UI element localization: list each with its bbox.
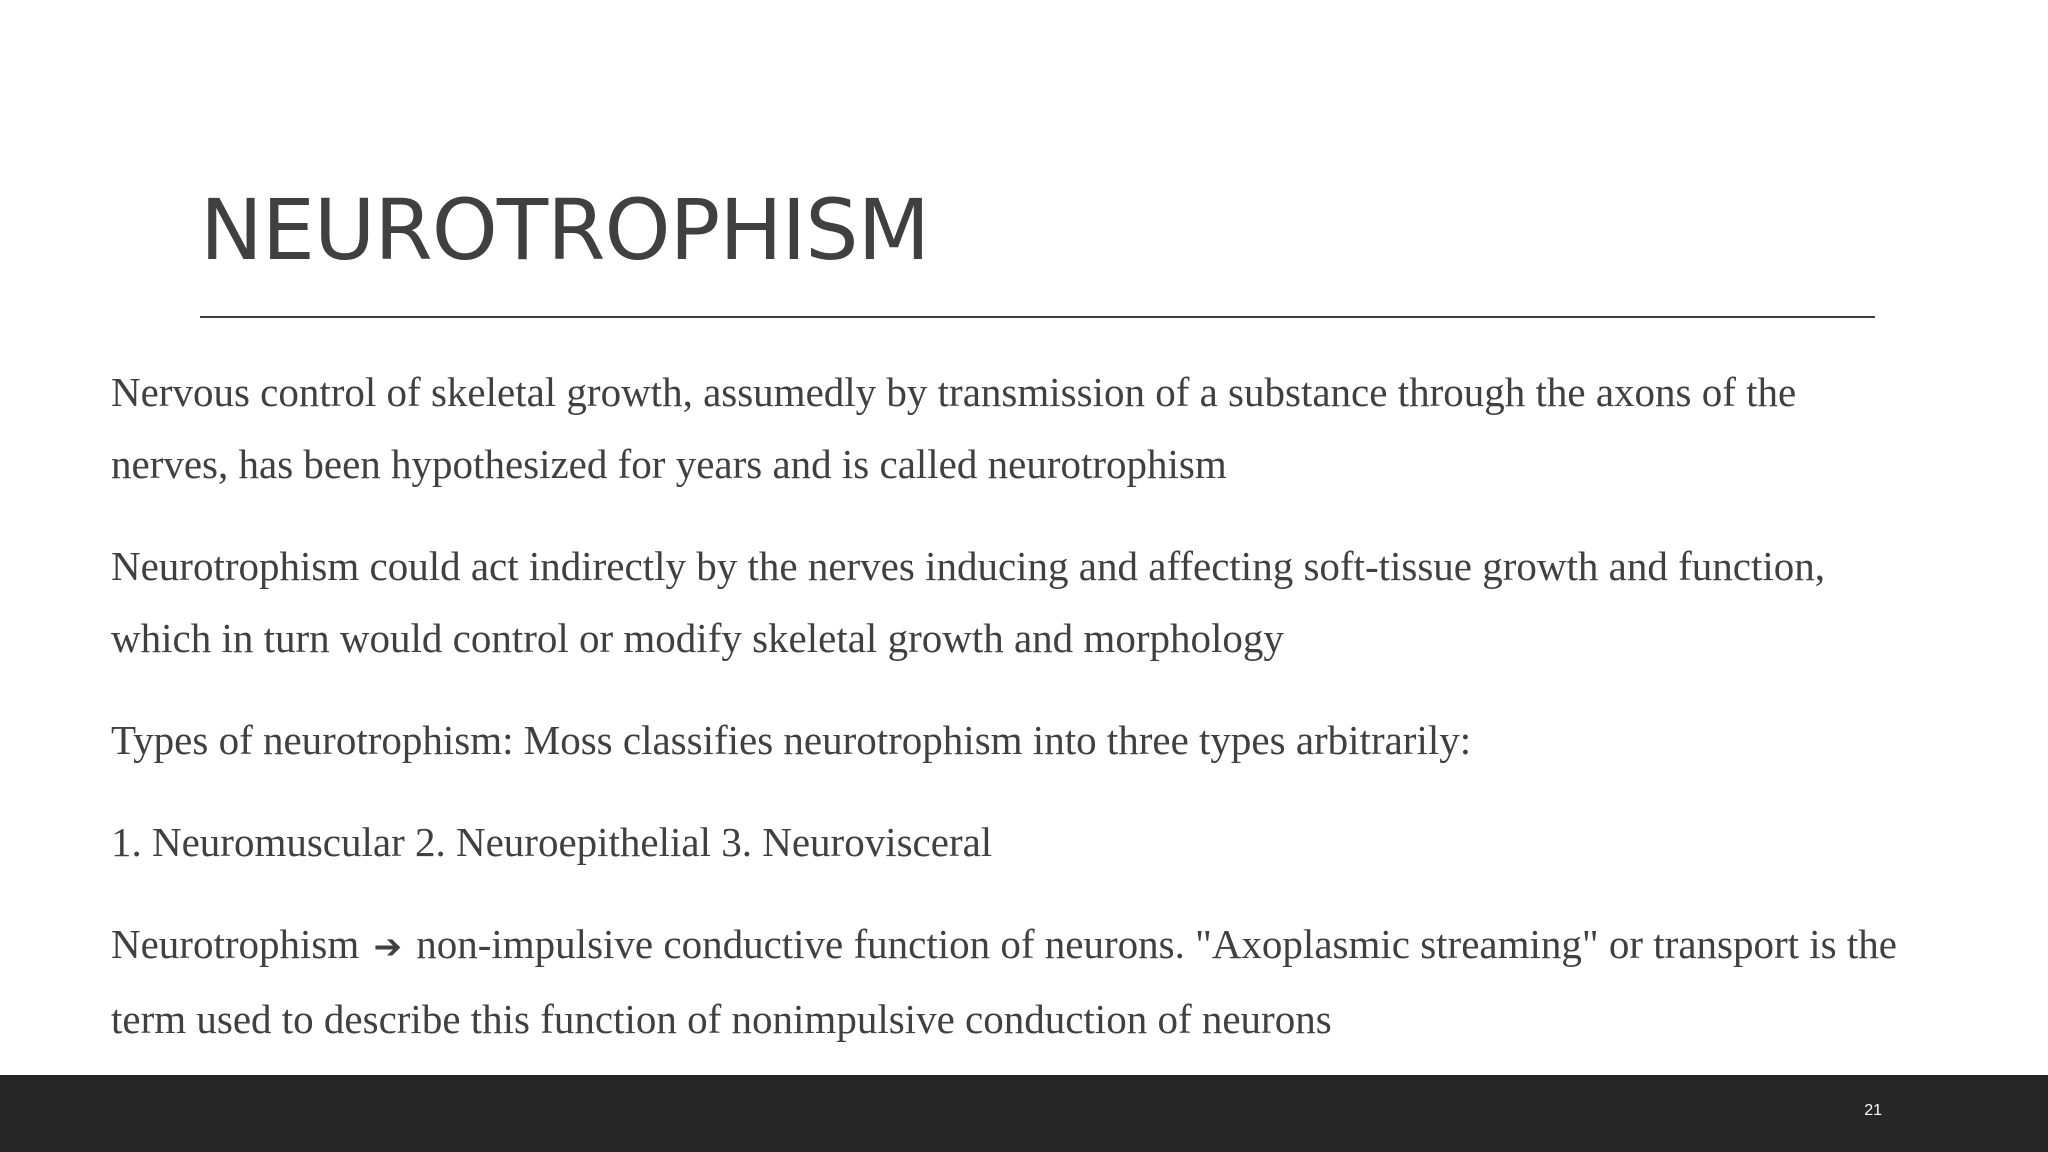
paragraph-axoplasmic-streaming — [111, 908, 1911, 1055]
paragraph-rest-text: non-impulsive conductive function of neurons. "Axoplasmic streaming" or transport is the term used to describe this function of nonimpulsive conduction of neurons — [111, 921, 1897, 1042]
paragraph-neurotrophism-definition: Nervous control of skeletal growth, assumedly by transmission of a substance through the axons of the nerves, has been hypothesized for years and is called neurotrophism — [111, 369, 1797, 487]
paragraph-indirect-action: Neurotrophism could act indirectly by the nerves inducing and affecting soft-tissue growth and function, which in turn would control or modify skeletal growth and morphology — [111, 543, 1825, 661]
arrow-right-icon: ➔ — [373, 927, 402, 967]
slide-body — [111, 356, 1911, 1085]
slide-title: NEUROTROPHISM — [200, 181, 930, 279]
title-underline — [200, 316, 1875, 318]
paragraph-types-intro: Types of neurotrophism: Moss classifies neurotrophism into three types arbitrarily: — [111, 717, 1472, 763]
paragraph-lead-term: Neurotrophism — [111, 921, 360, 967]
paragraph-types-list: 1. Neuromuscular 2. Neuroepithelial 3. Neurovisceral — [111, 819, 993, 865]
footer-bar — [0, 1075, 2048, 1152]
page-number: 21 — [1864, 1102, 1882, 1119]
